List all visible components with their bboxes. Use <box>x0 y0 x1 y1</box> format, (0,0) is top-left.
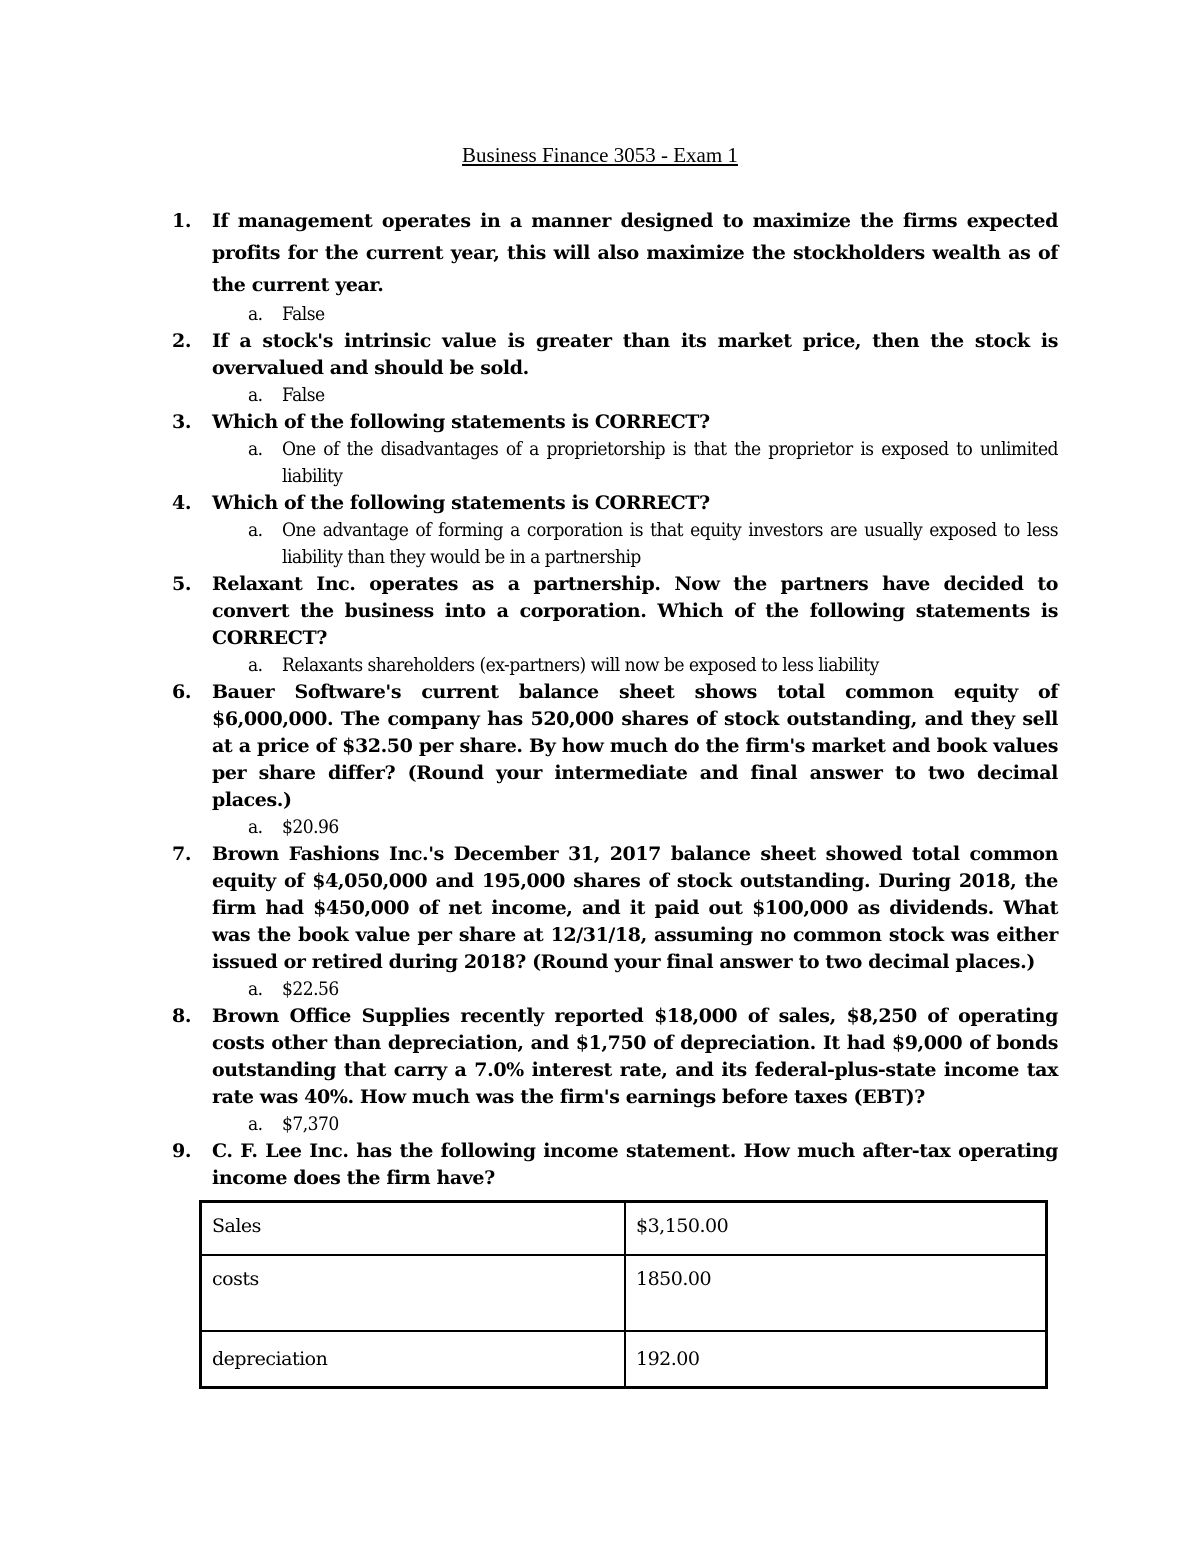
question-number: 3. <box>172 411 192 433</box>
question-6 <box>172 679 1058 814</box>
question-1 <box>172 205 1058 301</box>
answer-letter: a. <box>248 519 263 541</box>
answer-text: $20.96 <box>282 816 339 838</box>
table-row <box>201 1202 1047 1256</box>
question-number: 9. <box>172 1140 192 1162</box>
question-number: 5. <box>172 573 192 595</box>
question-number: 4. <box>172 492 192 514</box>
question-text: C. F. Lee Inc. has the following income statement. How much after-tax operating income does the firm have? <box>212 1140 1058 1189</box>
question-text: If management operates in a manner designed to maximize the firms expected profits for the current year, this will also maximize the stockholders wealth as of the current year. <box>212 210 1058 296</box>
answer-text: $22.56 <box>282 978 339 1000</box>
row-value: $3,150.00 <box>625 1202 1047 1256</box>
table-row <box>201 1331 1047 1388</box>
answer-4 <box>248 517 1058 571</box>
row-value: 1850.00 <box>625 1255 1047 1331</box>
income-statement-table <box>199 1200 1048 1389</box>
answer-8 <box>248 1111 1058 1138</box>
question-5 <box>172 571 1058 652</box>
answer-letter: a. <box>248 384 263 406</box>
answer-text: Relaxants shareholders (ex-partners) will now be exposed to less liability <box>282 654 879 676</box>
answer-text: False <box>282 303 325 325</box>
answer-text: False <box>282 384 325 406</box>
page-title <box>0 143 1200 168</box>
question-text: Which of the following statements is CORRECT? <box>212 411 710 433</box>
row-label: depreciation <box>201 1331 626 1388</box>
answer-2 <box>248 382 1058 409</box>
question-number: 2. <box>172 330 192 352</box>
question-4 <box>172 490 1058 517</box>
question-number: 8. <box>172 1005 192 1027</box>
answer-text: $7,370 <box>282 1113 339 1135</box>
answer-3 <box>248 436 1058 490</box>
answer-letter: a. <box>248 816 263 838</box>
question-3 <box>172 409 1058 436</box>
question-text: Bauer Software's current balance sheet shows total common equity of $6,000,000. The company has 520,000 shares of stock outstanding, and they sell at a price of $32.50 per share. By how much do the firm's market and book values per share differ? (Round your intermediate and final answer to two decimal places.) <box>212 681 1058 811</box>
question-9 <box>172 1138 1058 1192</box>
answer-text: One of the disadvantages of a proprietorship is that the proprietor is exposed to unlimited liability <box>282 438 1058 487</box>
question-7 <box>172 841 1058 976</box>
question-text: If a stock's intrinsic value is greater than its market price, then the stock is overvalued and should be sold. <box>212 330 1058 379</box>
question-text: Relaxant Inc. operates as a partnership. Now the partners have decided to convert the business into a corporation. Which of the following statements is CORRECT? <box>212 573 1058 649</box>
answer-5 <box>248 652 1058 679</box>
table-row <box>201 1255 1047 1331</box>
answer-text: One advantage of forming a corporation is that equity investors are usually exposed to less liability than they would be in a partnership <box>282 519 1058 568</box>
question-2 <box>172 328 1058 382</box>
question-text: Which of the following statements is CORRECT? <box>212 492 710 514</box>
answer-letter: a. <box>248 978 263 1000</box>
answer-7 <box>248 976 1058 1003</box>
answer-letter: a. <box>248 1113 263 1135</box>
question-8 <box>172 1003 1058 1111</box>
answer-letter: a. <box>248 654 263 676</box>
row-value: 192.00 <box>625 1331 1047 1388</box>
question-number: 7. <box>172 843 192 865</box>
question-number: 1. <box>172 210 192 232</box>
page-title-text: Business Finance 3053 - Exam 1 <box>462 143 738 167</box>
answer-6 <box>248 814 1058 841</box>
question-text: Brown Office Supplies recently reported $18,000 of sales, $8,250 of operating costs other than depreciation, and $1,750 of depreciation. It had $9,000 of bonds outstanding that carry a 7.0% interest rate, and its federal-plus-state income tax rate was 40%. How much was the firm's earnings before taxes (EBT)? <box>212 1005 1058 1108</box>
answer-1 <box>248 301 1058 328</box>
question-text: Brown Fashions Inc.'s December 31, 2017 balance sheet showed total common equity of $4,050,000 and 195,000 shares of stock outstanding. During 2018, the firm had $450,000 of net income, and it paid out $100,000 as dividends. What was the book value per share at 12/31/18, assuming no common stock was either issued or retired during 2018? (Round your final answer to two decimal places.) <box>212 843 1058 973</box>
answer-letter: a. <box>248 438 263 460</box>
row-label: costs <box>201 1255 626 1331</box>
question-list <box>172 205 1058 1192</box>
question-number: 6. <box>172 681 192 703</box>
answer-letter: a. <box>248 303 263 325</box>
row-label: Sales <box>201 1202 626 1256</box>
